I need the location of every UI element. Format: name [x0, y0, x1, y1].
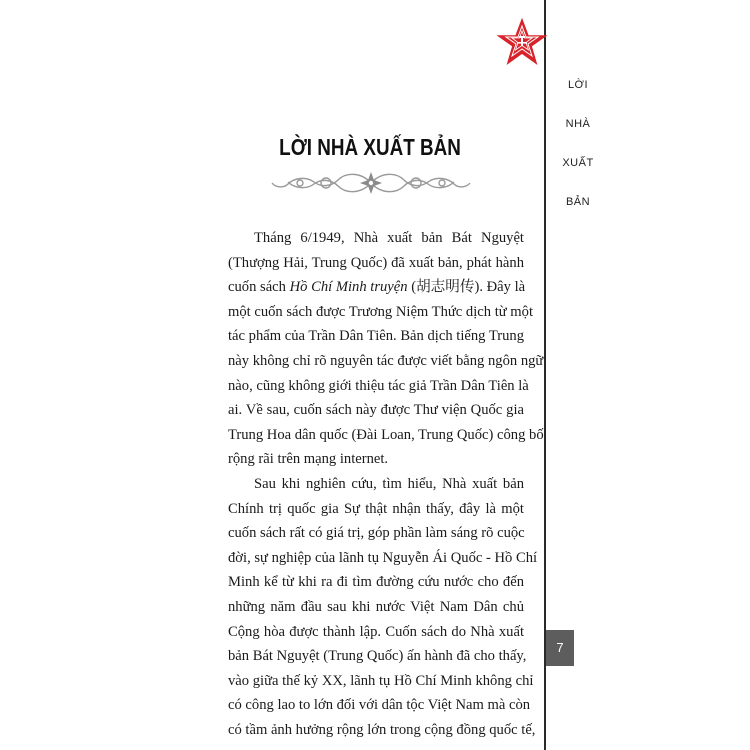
side-title-word: LỜI: [567, 79, 589, 91]
side-title-word: XUẤT: [562, 157, 594, 169]
text-line: cuốn sách Hồ Chí Minh truyện (胡志明传). Đây là: [228, 279, 526, 296]
text-line: vào giữa thế kỷ XX, lãnh tụ Hồ Chí Minh không chỉ: [228, 672, 534, 689]
page-title: LỜI NHÀ XUẤT BẢN: [279, 134, 461, 160]
side-title-word: BẢN: [565, 196, 591, 208]
floral-divider-icon: [266, 164, 476, 202]
text-line: Chính trị quốc gia Sự thật nhận thấy, đây là một: [228, 500, 524, 517]
text-line: ai. Về sau, cuốn sách này được Thư viện Quốc gia: [228, 402, 524, 419]
side-title-word: NHÀ: [565, 118, 591, 130]
text-line: Trung Hoa dân quốc (Đài Loan, Trung Quốc) công bố: [228, 426, 544, 443]
page-number: 7: [546, 630, 574, 666]
body-text: [228, 226, 544, 742]
text-line: bản Bát Nguyệt (Trung Quốc) ấn hành đã cho thấy,: [228, 648, 527, 665]
text-line: này không chỉ rõ nguyên tác được viết bằng ngôn ngữ: [228, 352, 544, 369]
text-line: nào, cũng không giới thiệu tác giả Trần Dân Tiên là: [228, 377, 529, 394]
text-line: (Thượng Hải, Trung Quốc) đã xuất bản, phát hành: [228, 254, 524, 271]
text-line: rộng rãi trên mạng internet.: [228, 451, 389, 468]
text-line: Cộng hòa được thành lập. Cuốn sách do Nhà xuất: [228, 623, 524, 640]
red-star-emblem-icon: [492, 14, 552, 74]
text-line: đời, sự nghiệp của lãnh tụ Nguyễn Ái Quốc - Hồ Chí: [228, 549, 538, 566]
text-line: Tháng 6/1949, Nhà xuất bản Bát Nguyệt: [254, 230, 524, 246]
text-line: Sau khi nghiên cứu, tìm hiểu, Nhà xuất bản: [254, 475, 524, 492]
text-line: có tầm ảnh hưởng rộng lớn trong cộng đồng quốc tế,: [228, 721, 536, 738]
text-line: cuốn sách rất có giá trị, góp phần làm sáng rõ cuộc: [228, 525, 525, 542]
text-line: có công lao to lớn đối với dân tộc Việt Nam mà còn: [228, 697, 531, 714]
text-line: một cuốn sách được Trương Niệm Thức dịch từ một: [228, 303, 534, 320]
text-line: tác phẩm của Trần Dân Tiên. Bản dịch tiếng Trung: [228, 328, 524, 345]
text-line: những năm đầu sau khi nước Việt Nam Dân chủ: [228, 598, 524, 615]
text-line: Minh kể từ khi ra đi tìm đường cứu nước cho đến: [228, 574, 524, 591]
